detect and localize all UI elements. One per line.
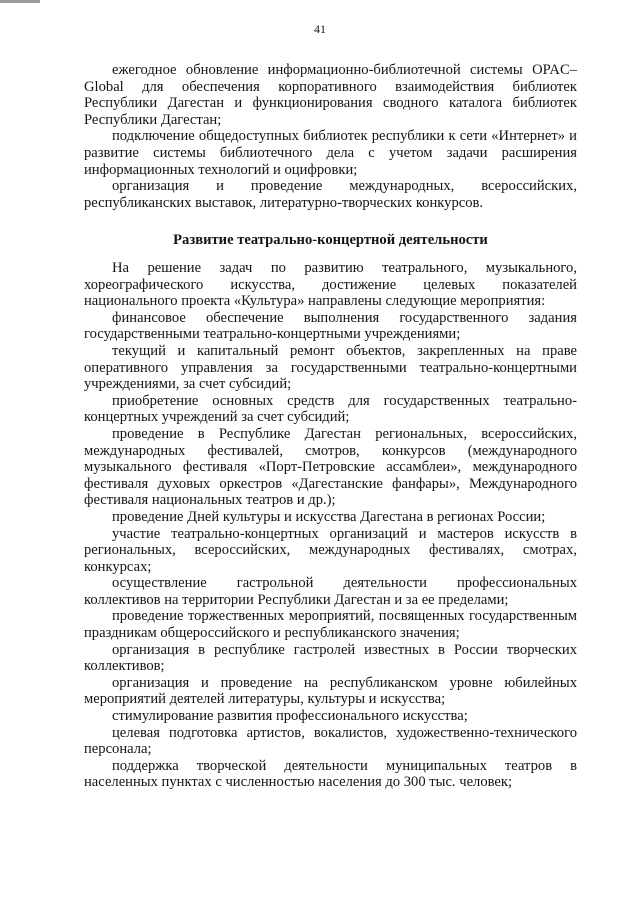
paragraph: организация в республике гастролей известных в России творческих коллективов;	[84, 641, 577, 675]
paragraph: подключение общедоступных библиотек республики к сети «Интернет» и развитие системы библиотечного дела с учетом задачи расширения информационных технологий и оцифровки;	[84, 128, 577, 178]
paragraph: проведение Дней культуры и искусства Дагестана в регионах России;	[112, 508, 546, 525]
paragraph: проведение торжественных мероприятий, посвященных государственным праздникам общероссийского и республиканского значения;	[84, 608, 577, 642]
paragraph: стимулирование развития профессионального искусства;	[112, 708, 468, 725]
paragraph: организация и проведение международных, всероссийских, республиканских выставок, литературно-творческих конкурсов.	[84, 178, 577, 211]
paragraph: ежегодное обновление информационно-библиотечной системы OPAC–Global для обеспечения корпоративного взаимодействия библиотек Республики Дагестан и функционирования сводного каталога библиотек Республики Дагестан;	[84, 62, 577, 128]
paragraph: проведение в Республике Дагестан региональных, всероссийских, международных фестивалей, смотров, конкурсов (международного музыкального фестиваля «Порт-Петровские ассамблеи», международного фестиваля духовых оркестров «Дагестанские фанфары», Международного фестиваля национальных театров и др.);	[84, 425, 577, 509]
paragraph: целевая подготовка артистов, вокалистов, художественно-технического персонала;	[84, 724, 577, 758]
paragraph: организация и проведение на республиканском уровне юбилейных мероприятий деятелей литературы, культуры и искусства;	[84, 674, 577, 708]
paragraph: текущий и капитальный ремонт объектов, закрепленных на праве оперативного управления за государственными театрально-концертными учреждениями, за счет субсидий;	[84, 342, 577, 393]
paragraph: поддержка творческой деятельности муниципальных театров в населенных пунктах с численностью населения до 300 тыс. человек;	[84, 757, 577, 791]
section-heading: Развитие театрально-концертной деятельности	[173, 232, 488, 248]
page-number: 41	[314, 22, 326, 36]
scan-edge-mark	[0, 0, 40, 3]
intro-text	[84, 62, 577, 211]
paragraph: приобретение основных средств для государственных театрально-концертных учреждений за счет субсидий;	[84, 392, 577, 426]
paragraph: осуществление гастрольной деятельности профессиональных коллективов на территории Республики Дагестан и за ее пределами;	[84, 575, 577, 608]
paragraph: участие театрально-концертных организаций и мастеров искусств в региональных, всероссийских, международных фестивалях, смотрах, конкурсах;	[84, 525, 577, 575]
paragraph: На решение задач по развитию театрального, музыкального, хореографического искусства, достижение целевых показателей национального проекта «Культура» направлены следующие мероприятия:	[84, 260, 577, 310]
section-text	[84, 260, 577, 791]
paragraph: финансовое обеспечение выполнения государственного задания государственными театрально-концертными учреждениями;	[84, 309, 577, 343]
